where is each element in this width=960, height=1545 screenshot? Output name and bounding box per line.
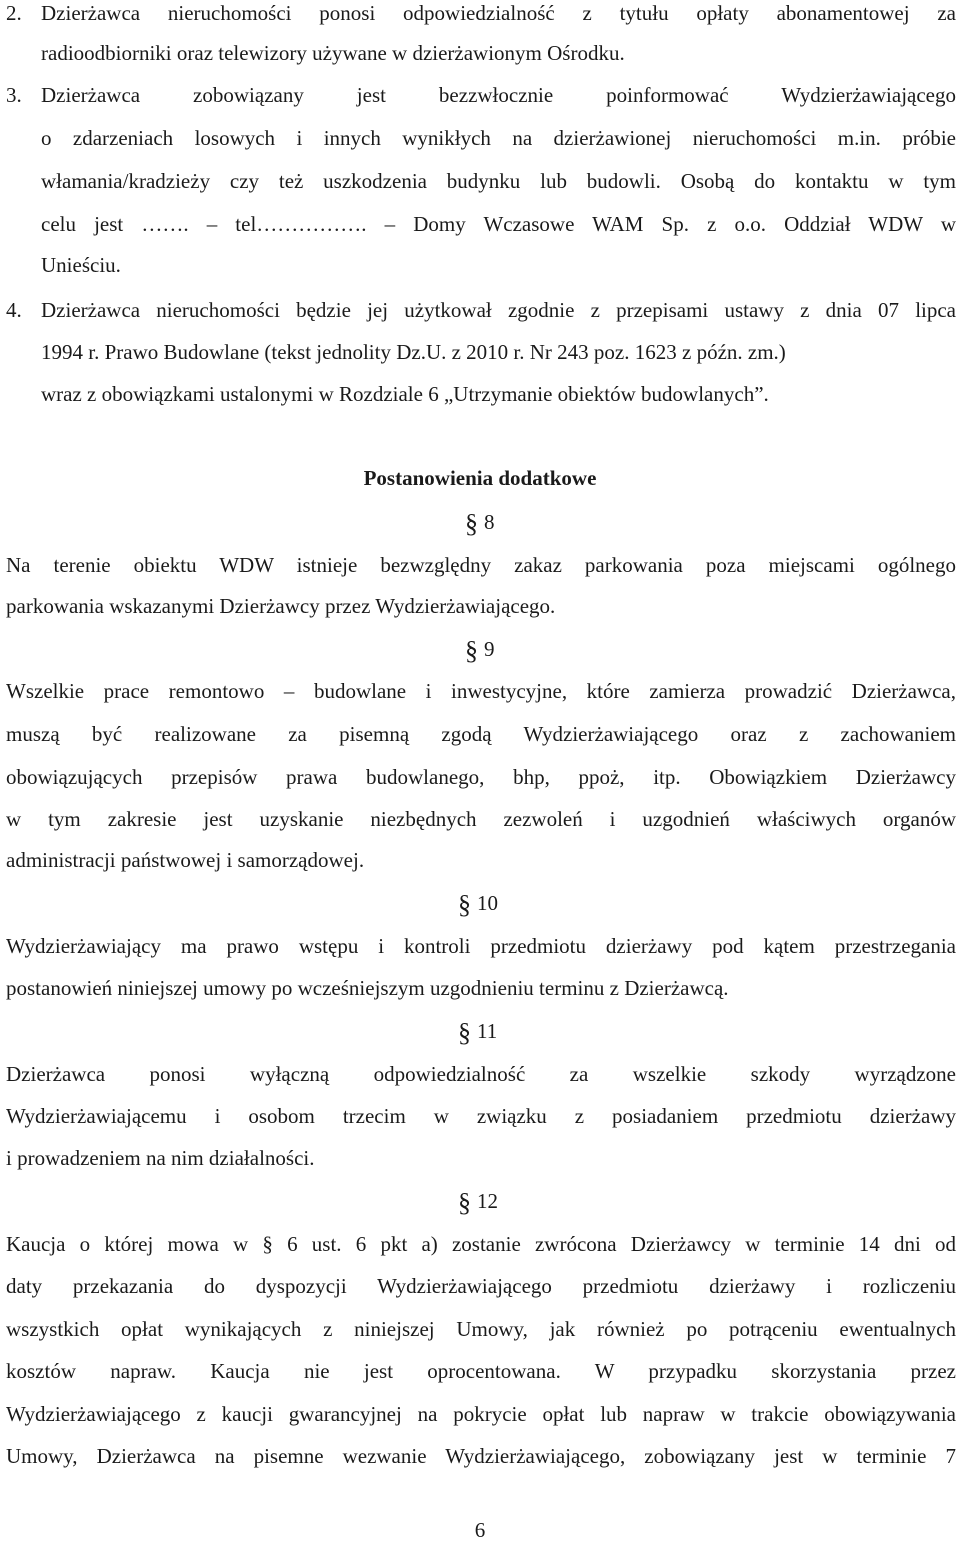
item-number: 3.: [6, 83, 22, 107]
section-number: 10: [477, 891, 498, 915]
section-number: 8: [484, 510, 495, 534]
section-number-8: [465, 507, 495, 537]
text-line: celu jest ……. – tel……………. – Domy Wczasowe WAM Sp. z o.o. Oddział WDW w: [41, 212, 956, 236]
text-line: i prowadzeniem na nim działalności.: [6, 1146, 315, 1170]
item-number: 2.: [6, 1, 22, 25]
item-number: 4.: [6, 298, 22, 322]
text-line: daty przekazania do dyspozycji Wydzierżawiającego przedmiotu dzierżawy i rozliczeniu: [6, 1274, 956, 1298]
section-number: 12: [477, 1189, 498, 1213]
section-number-11: [458, 1016, 497, 1046]
text-line: o zdarzeniach losowych i innych wynikłych na dzierżawionej nieruchomości m.in. próbie: [41, 126, 956, 150]
section-symbol: §: [465, 509, 478, 538]
text-line: administracji państwowej i samorządowej.: [6, 848, 365, 872]
text-line: Dzierżawca nieruchomości ponosi odpowiedzialność z tytułu opłaty abonamentowej za: [41, 1, 956, 25]
text-line: 1994 r. Prawo Budowlane (tekst jednolity Dz.U. z 2010 r. Nr 243 poz. 1623 z późn. zm.): [41, 340, 786, 364]
section-number: 9: [484, 637, 495, 661]
text-line: Umowy, Dzierżawca na pisemne wezwanie Wydzierżawiającego, zobowiązany jest w terminie 7: [6, 1444, 956, 1468]
text-line: Wszelkie prace remontowo – budowlane i inwestycyjne, które zamierza prowadzić Dzierżawca,: [6, 679, 956, 703]
text-line: Unieściu.: [41, 253, 121, 277]
text-line: Wydzierżawiającemu i osobom trzecim w związku z posiadaniem przedmiotu dzierżawy: [6, 1104, 956, 1128]
text-line: Wydzierżawiającego z kaucji gwarancyjnej na pokrycie opłat lub napraw w trakcie obowiązywania: [6, 1402, 956, 1426]
page-number: 6: [474, 1518, 486, 1542]
text-line: Kaucja o której mowa w § 6 ust. 6 pkt a) zostanie zwrócona Dzierżawcy w terminie 14 dni od: [6, 1232, 956, 1256]
text-line: muszą być realizowane za pisemną zgodą Wydzierżawiającego oraz z zachowaniem: [6, 722, 956, 746]
section-symbol: §: [458, 1188, 471, 1217]
text-line: w tym zakresie jest uzyskanie niezbędnych zezwoleń i uzgodnień właściwych organów: [6, 807, 956, 831]
text-line: wraz z obowiązkami ustalonymi w Rozdziale 6 „Utrzymanie obiektów budowlanych”.: [41, 382, 769, 406]
section-symbol: §: [465, 636, 478, 665]
text-line: kosztów napraw. Kaucja nie jest oprocentowana. W przypadku skorzystania przez: [6, 1359, 956, 1383]
section-number-12: [458, 1186, 498, 1216]
text-line: obowiązujących przepisów prawa budowlanego, bhp, ppoż, itp. Obowiązkiem Dzierżawcy: [6, 765, 956, 789]
section-symbol: §: [458, 890, 471, 919]
text-line: Wydzierżawiający ma prawo wstępu i kontroli przedmiotu dzierżawy pod kątem przestrzegania: [6, 934, 956, 958]
text-line: postanowień niniejszej umowy po wcześniejszym uzgodnieniu terminu z Dzierżawcą.: [6, 976, 729, 1000]
text-line: radioodbiorniki oraz telewizory używane w dzierżawionym Ośrodku.: [41, 41, 625, 65]
section-number-10: [458, 888, 498, 918]
text-line: wszystkich opłat wynikających z niniejszej Umowy, jak również po potrąceniu ewentualnych: [6, 1317, 956, 1341]
section-number-9: [465, 634, 495, 664]
text-line: Na terenie obiektu WDW istnieje bezwzględny zakaz parkowania poza miejscami ogólnego: [6, 553, 956, 577]
section-number: 11: [477, 1019, 498, 1043]
text-line: Dzierżawca ponosi wyłączną odpowiedzialność za wszelkie szkody wyrządzone: [6, 1062, 956, 1086]
text-line: Dzierżawca nieruchomości będzie jej użytkował zgodnie z przepisami ustawy z dnia 07 lipca: [41, 298, 956, 322]
text-line: włamania/kradzieży czy też uszkodzenia budynku lub budowli. Osobą do kontaktu w tym: [41, 169, 956, 193]
text-line: Dzierżawca zobowiązany jest bezzwłocznie poinformować Wydzierżawiającego: [41, 83, 956, 107]
section-symbol: §: [458, 1018, 471, 1047]
section-heading: Postanowienia dodatkowe: [363, 466, 597, 490]
text-line: parkowania wskazanymi Dzierżawcy przez Wydzierżawiającego.: [6, 594, 556, 618]
